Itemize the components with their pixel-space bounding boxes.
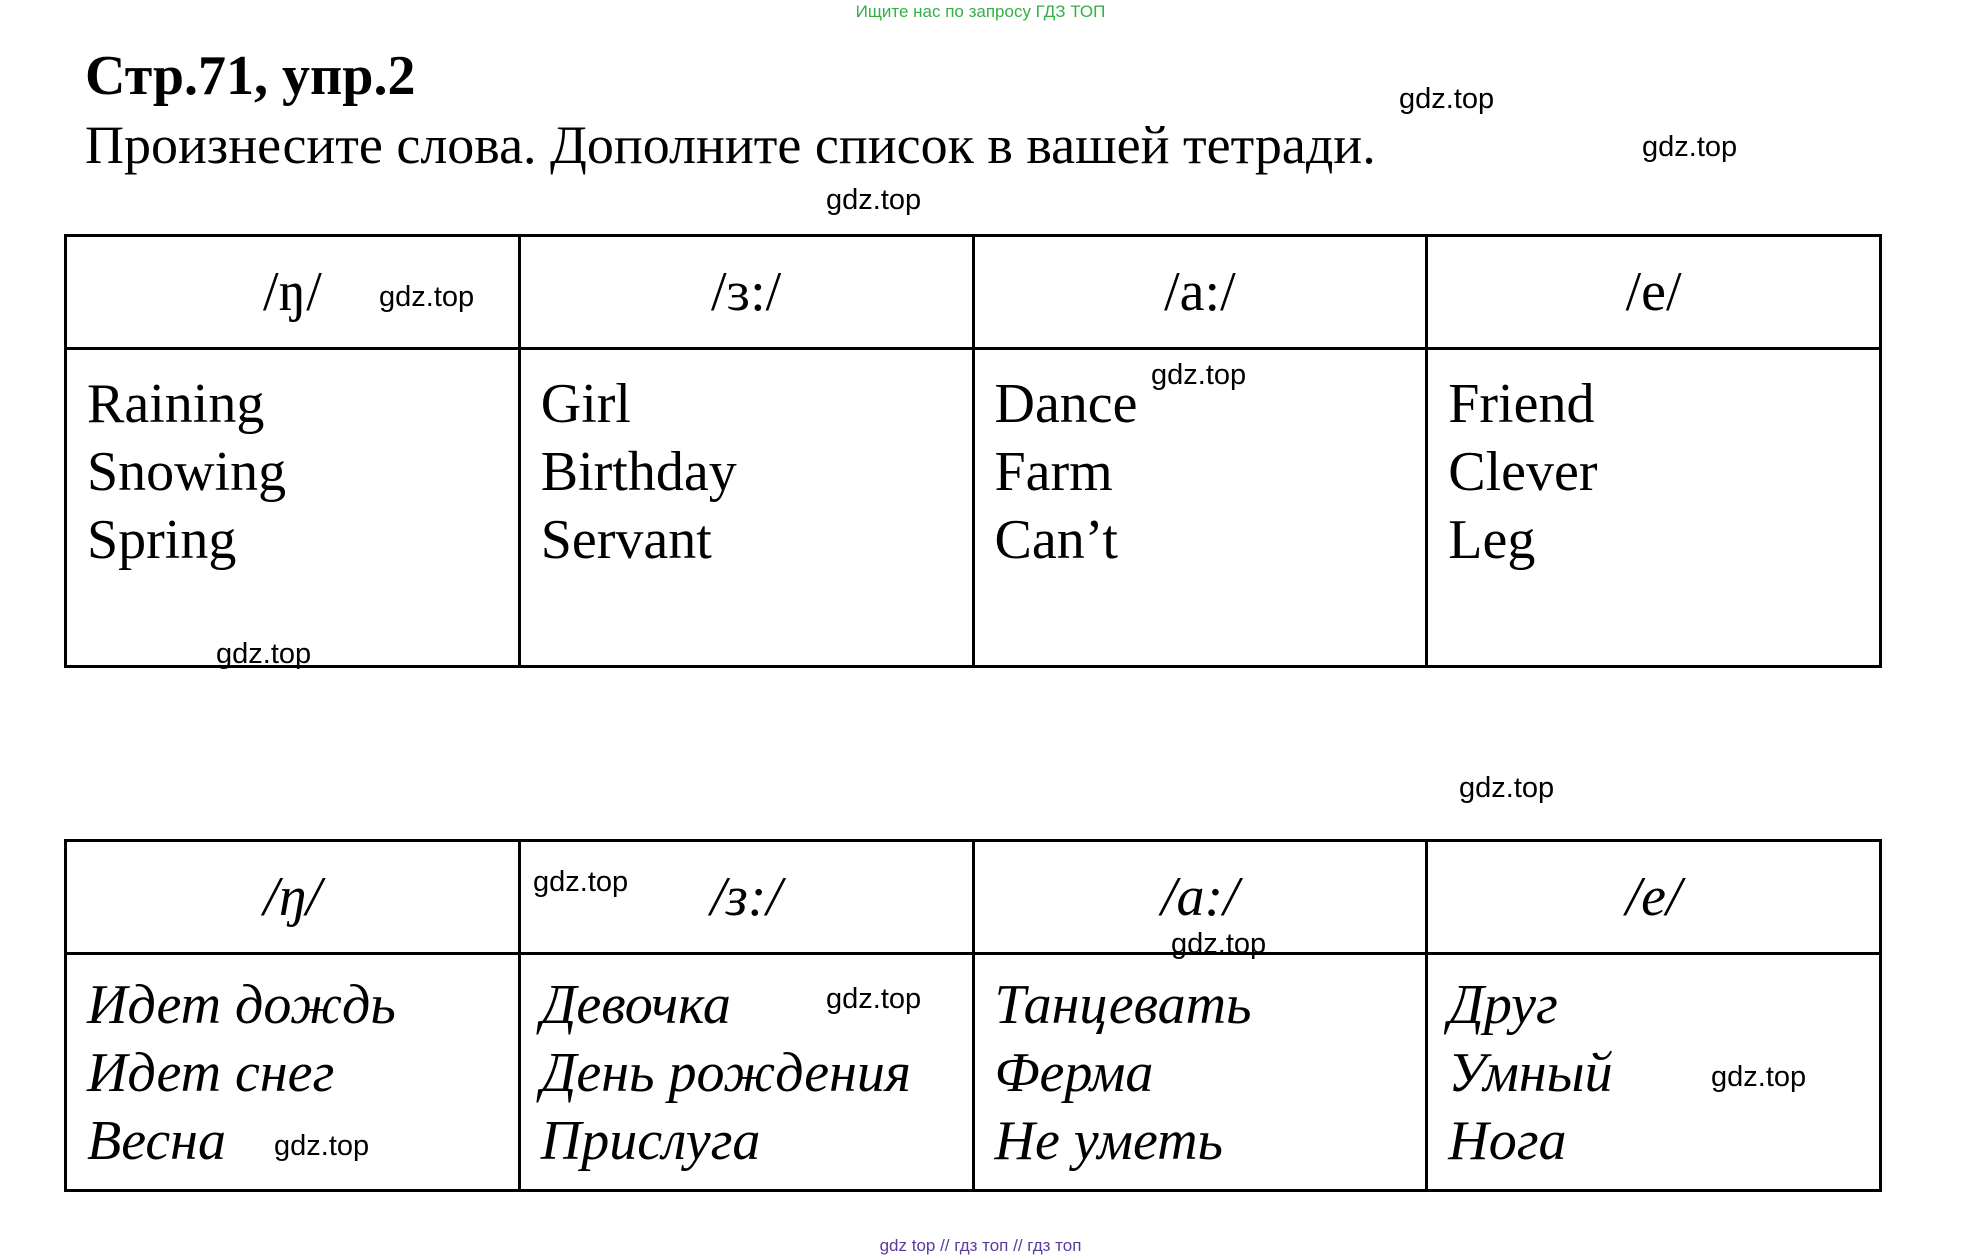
word-cell	[66, 349, 520, 670]
word-cell	[1427, 349, 1881, 667]
word: Прислуга	[540, 1110, 761, 1172]
word: Идет снег	[87, 1042, 335, 1104]
word: Spring	[87, 509, 237, 571]
watermark: gdz.top	[1711, 1061, 1807, 1093]
header-cell: /a:/	[973, 841, 1427, 954]
watermark: gdz.top	[1171, 928, 1267, 960]
header-cell: /ŋ/	[66, 236, 520, 349]
header-cell: /a:/	[973, 236, 1427, 349]
word: Ферма	[994, 1042, 1154, 1104]
phonetics-table-english	[64, 234, 1882, 668]
watermark: gdz.top	[826, 184, 922, 216]
word: Leg	[1448, 509, 1536, 571]
header-cell: /ɜ:/	[519, 841, 973, 954]
page-title: Стр.71, упр.2	[85, 45, 416, 107]
word: Snowing	[87, 441, 287, 503]
watermark: gdz.top	[533, 866, 629, 898]
header-cell: /ŋ/	[66, 841, 520, 954]
word: Can’t	[994, 509, 1118, 571]
word: Friend	[1448, 373, 1595, 435]
word: Farm	[994, 441, 1113, 503]
word: Servant	[540, 509, 712, 571]
watermark: gdz.top	[379, 281, 475, 313]
word: Raining	[87, 373, 265, 435]
word: Девочка	[540, 974, 731, 1036]
table-words-row	[66, 349, 1881, 667]
word: Идет дождь	[87, 974, 396, 1036]
footer-watermark: gdz top // гдз топ // гдз топ	[879, 1236, 1082, 1255]
watermark: gdz.top	[274, 1130, 370, 1162]
word-cell	[1427, 954, 1881, 1191]
word-cell	[973, 349, 1427, 667]
watermark: gdz.top	[1642, 131, 1738, 163]
word-cell	[519, 349, 973, 667]
header-cell: /ɜ:/	[519, 236, 973, 349]
word: Весна	[87, 1110, 226, 1172]
search-banner: Ищите нас по запросу ГДЗ ТОП	[855, 2, 1106, 21]
word: Не уметь	[994, 1110, 1224, 1172]
watermark: gdz.top	[216, 638, 312, 670]
word: Друг	[1448, 974, 1558, 1036]
word: День рождения	[540, 1042, 911, 1104]
word: Умный	[1448, 1042, 1613, 1104]
header-cell: /e/	[1427, 236, 1881, 349]
table-header-row	[66, 236, 1881, 349]
watermark: gdz.top	[1151, 359, 1247, 391]
table-header-row	[66, 841, 1881, 954]
word: Girl	[540, 373, 631, 435]
header-cell: /e/	[1427, 841, 1881, 954]
word: Dance	[994, 373, 1138, 435]
word: Clever	[1448, 441, 1598, 503]
exercise-instruction: Произнесите слова. Дополните список в вашей тетради.	[85, 115, 1376, 175]
watermark: gdz.top	[1399, 83, 1495, 115]
watermark: gdz.top	[826, 983, 922, 1015]
watermark: gdz.top	[1459, 772, 1555, 804]
word: Birthday	[540, 441, 737, 503]
word-cell	[973, 954, 1427, 1191]
word: Нога	[1448, 1110, 1567, 1172]
word: Танцевать	[994, 974, 1252, 1036]
